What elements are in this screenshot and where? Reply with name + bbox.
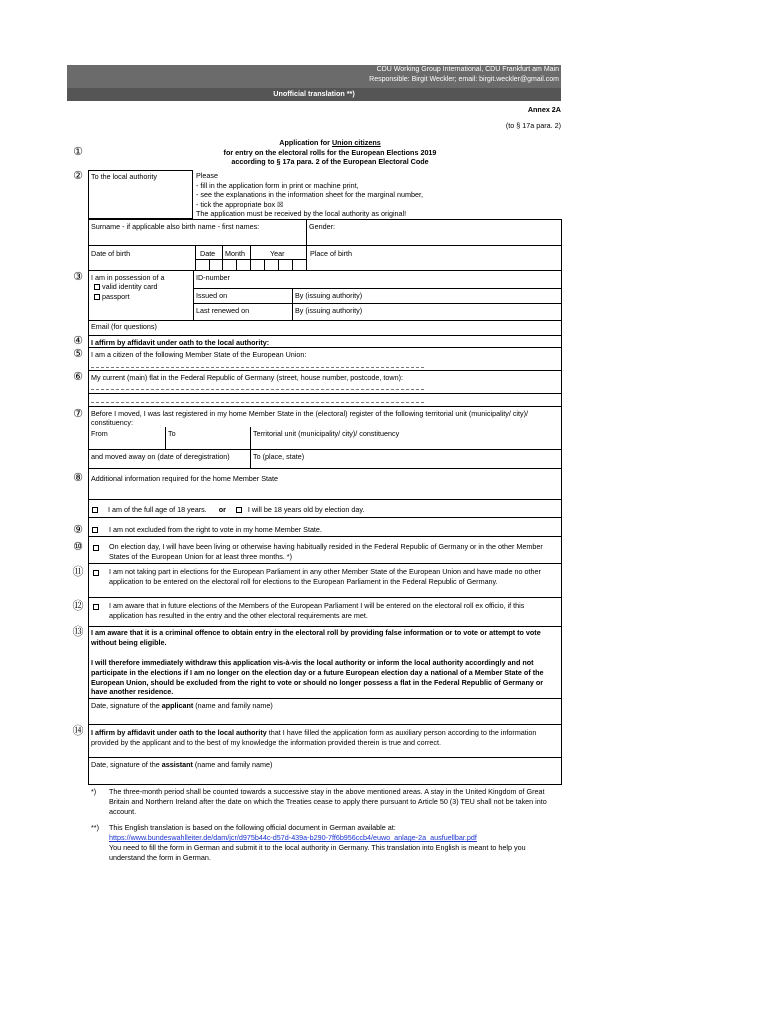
not-excluded-checkbox[interactable] [92,527,98,533]
no-other-application-label: I am not taking part in elections for the European Parliament in any other Member State of the European Union and have made no other application to be entered on the electoral roll for elections to the European Parliament in the Federal Republic of Germany. [109,567,541,586]
issued-on-label: Issued on [196,291,228,300]
not-excluded-label: I am not excluded from the right to vote in my home Member State. [109,525,322,534]
footnote-1-text: The three-month period shall be counted towards a successive stay in the above mentioned areas. A stay in the United Kingdom of Great Britain and Northern Ireland after the date on which the Treaties cease to apply there pursuant to Article 50 (3) TEU shall not be taken into account. [109,787,547,816]
footnote-2-marker: **) [91,823,99,832]
will-be-18-checkbox[interactable] [236,507,242,513]
territorial-unit-label: Territorial unit (municipality/ city)/ constituency [253,429,400,438]
affidavit-heading: I affirm by affidavit under oath to the local authority: [91,338,270,347]
current-flat-label: My current (main) flat in the Federal Republic of Germany (street, house number, postcode, town): [91,373,403,382]
additional-info-label: Additional information required for the home Member State [91,474,278,483]
footnote-2-text: This English translation is based on the following official document in German available at: https://www.bundeswahlleiter.de/dam/jcr/d975b44c-d57d-439a-b290-7ff6b956ccb4/euwo_anlage-2a_ausfuellbar.pdf You need to fill the form in German and submit it to the local authority in Germany. This translation into English is meant to help you understand the form in German. [109,823,526,862]
passport-checkbox[interactable] [94,294,100,300]
marker-3: ③ [73,271,83,283]
header-bar [67,65,561,88]
annex-reference: (to § 17a para. 2) [505,121,561,130]
marker-8: ⑧ [73,472,83,484]
ex-officio-label: I am aware that in future elections of the Members of the European Parliament I will be entered on the electoral roll ex officio, if this application has resulted in the entry and the other electoral requirements are met. [109,601,525,620]
member-state-label: I am a citizen of the following Member State of the European Union: [91,350,307,359]
id-number-field[interactable] [194,280,561,288]
to-authority-label: To the local authority [91,172,157,181]
criminal-offence-text: I am aware that it is a criminal offence to obtain entry in the electoral roll by providing false information or to vote or attempt to vote without being eligible. [91,628,541,647]
not-excluded-row [92,525,322,534]
official-document-link[interactable]: https://www.bundeswahlleiter.de/dam/jcr/d975b44c-d57d-439a-b290-7ff6b956ccb4/euwo_anlage-2a_ausfuellbar.pdf [109,833,477,842]
assistant-signature-label: Date, signature of the assistant (name and family name) [91,760,273,769]
applicant-signature-label: Date, signature of the applicant (name and family name) [91,701,273,710]
residence-label: On election day, I will have been living or otherwise having habitually resided in the Federal Republic of Germany or in the other Member States of the European Union for at least three months. *) [109,542,543,561]
footnote-1-marker: *) [91,787,97,796]
issuing-authority-label-2: By (issuing authority) [295,306,363,315]
marker-9: ⑨ [73,524,83,536]
full-age-label: I am of the full age of 18 years. [108,505,207,514]
or-label: or [218,505,226,514]
id-type-options [94,282,158,301]
header-line1: CDU Working Group International, CDU Frankfurt am Main [376,66,559,73]
marker-13: ⑬ [72,626,84,638]
additional-info-field[interactable] [89,483,561,498]
year-label: Year [270,249,285,258]
ticked-box-icon: ☒ [277,199,284,209]
marker-1: ① [73,146,83,158]
surname-field[interactable] [89,230,305,244]
marker-12: ⑫ [72,600,84,612]
residence-checkbox[interactable] [93,545,99,551]
to-label: To [168,429,176,438]
unofficial-translation-bar: Unofficial translation **) [67,88,561,101]
marker-7: ⑦ [73,408,83,420]
to-place-label: To (place, state) [253,452,305,461]
no-other-application-checkbox[interactable] [93,570,99,576]
instructions: Please - fill in the application form in print or machine print, - see the explanations in the information sheet for the marginal number, - tick the appropriate box ☒ The application must be received by the local authority as original! [196,171,423,218]
possession-label: I am in possession of a [91,273,165,282]
current-flat-field-2[interactable] [91,402,424,403]
local-authority-address-box[interactable] [88,170,193,219]
assistant-affidavit-text: I affirm by affidavit under oath to the local authority that I have filled the application form as auxiliary person according to the information provided by the applicant and to the best of my knowledge the information provided therein is true and correct. [91,728,537,747]
withdraw-text: I will therefore immediately withdraw this application vis-à-vis the local authority or inform the local authority accordingly and not participate in the elections if I am no longer on the election day or a future European election day a national of a Member State of the European Union, should be excluded from the right to vote or should no longer possess a flat in the Federal Republic of Germany or have another residence. [91,658,544,697]
marker-14: ⑭ [72,725,84,737]
form-title: Application for Union citizens for entry on the electoral rolls for the European Elections 2019 according to § 17a para. 2 of the European Electoral Code [223,138,437,166]
place-of-birth-field[interactable] [307,258,561,270]
renewed-on-label: Last renewed on [196,306,250,315]
applicant-signature-field[interactable] [89,710,561,724]
age-row [92,505,364,514]
marker-6: ⑥ [73,371,83,383]
member-state-field[interactable] [91,367,424,368]
full-age-checkbox[interactable] [92,507,98,513]
marker-5: ⑤ [73,348,83,360]
deregistration-date-label: and moved away on (date of deregistration) [91,452,230,461]
date-label: Date [200,249,216,258]
dob-digit-fields[interactable] [196,260,306,270]
id-number-label: ID-number [196,273,230,282]
annex-label: Annex 2A [527,105,561,114]
marker-4: ④ [73,335,83,347]
ex-officio-checkbox[interactable] [93,604,99,610]
current-flat-field-1[interactable] [91,389,424,390]
gender-field[interactable] [307,230,561,244]
previous-registration-text: Before I moved, I was last registered in my home Member State in the (electoral) register of the following territorial unit (municipality/ city)/ constituency: [91,409,529,427]
place-of-birth-label: Place of birth [310,249,352,258]
month-label: Month [225,249,245,258]
marker-11: ⑪ [72,566,84,578]
assistant-signature-field[interactable] [89,769,561,784]
will-be-18-label: I will be 18 years old by election day. [247,505,365,514]
email-field[interactable] [170,321,560,335]
marker-2: ② [73,170,83,182]
header-line2: Responsible: Birgit Weckler; email: birgit.weckler@gmail.com [369,76,559,83]
valid-id-checkbox[interactable] [94,284,100,290]
gender-label: Gender: [309,222,335,231]
valid-id-label: valid identity card [102,282,158,291]
issuing-authority-label-1: By (issuing authority) [295,291,363,300]
passport-label: passport [102,291,130,301]
dob-label: Date of birth [91,249,131,258]
email-label: Email (for questions) [91,322,157,331]
marker-10: ⑩ [73,541,83,553]
from-label: From [91,429,108,438]
surname-label: Surname - if applicable also birth name - first names: [91,222,260,231]
